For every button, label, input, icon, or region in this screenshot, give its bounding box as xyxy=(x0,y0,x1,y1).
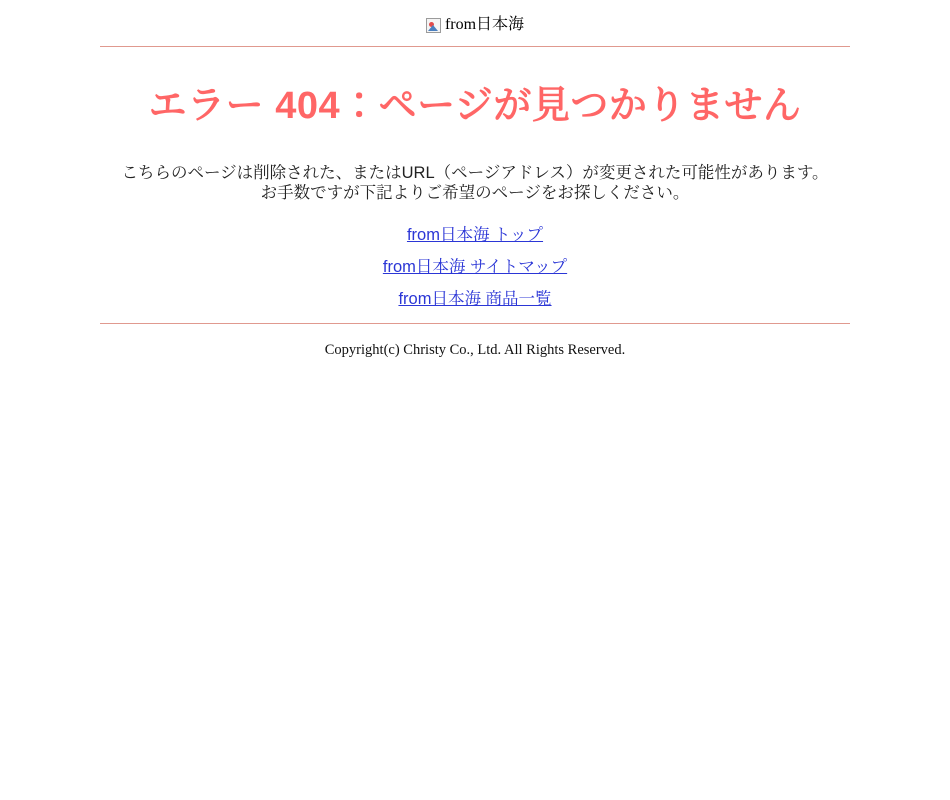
link-product-list[interactable]: from日本海 商品一覧 xyxy=(398,290,552,309)
navigation-links xyxy=(100,225,850,309)
footer-divider xyxy=(100,323,850,324)
header-divider xyxy=(100,46,850,47)
link-top-page[interactable]: from日本海 トップ xyxy=(406,226,544,245)
error-description-line-1: こちらのページは削除された、またはURL（ページアドレス）が変更された可能性があります。 xyxy=(121,164,829,183)
page-title: エラー 404：ページが見つかりません xyxy=(148,85,802,128)
link-row xyxy=(100,289,850,309)
site-logo-alt-text: from日本海 xyxy=(444,16,525,34)
copyright-text: Copyright(c) Christy Co., Ltd. All Rights Reserved. xyxy=(324,342,626,359)
main-content xyxy=(0,85,950,309)
page-container xyxy=(0,0,950,359)
link-sitemap[interactable]: from日本海 サイトマップ xyxy=(382,258,568,277)
error-description-line-2: お手数ですが下記よりご希望のページをお探しください。 xyxy=(260,184,690,203)
error-description xyxy=(100,163,850,203)
site-header xyxy=(0,12,950,46)
link-row xyxy=(100,257,850,277)
site-logo-link[interactable] xyxy=(426,16,524,34)
link-row xyxy=(100,225,850,245)
broken-image-icon xyxy=(426,18,441,33)
